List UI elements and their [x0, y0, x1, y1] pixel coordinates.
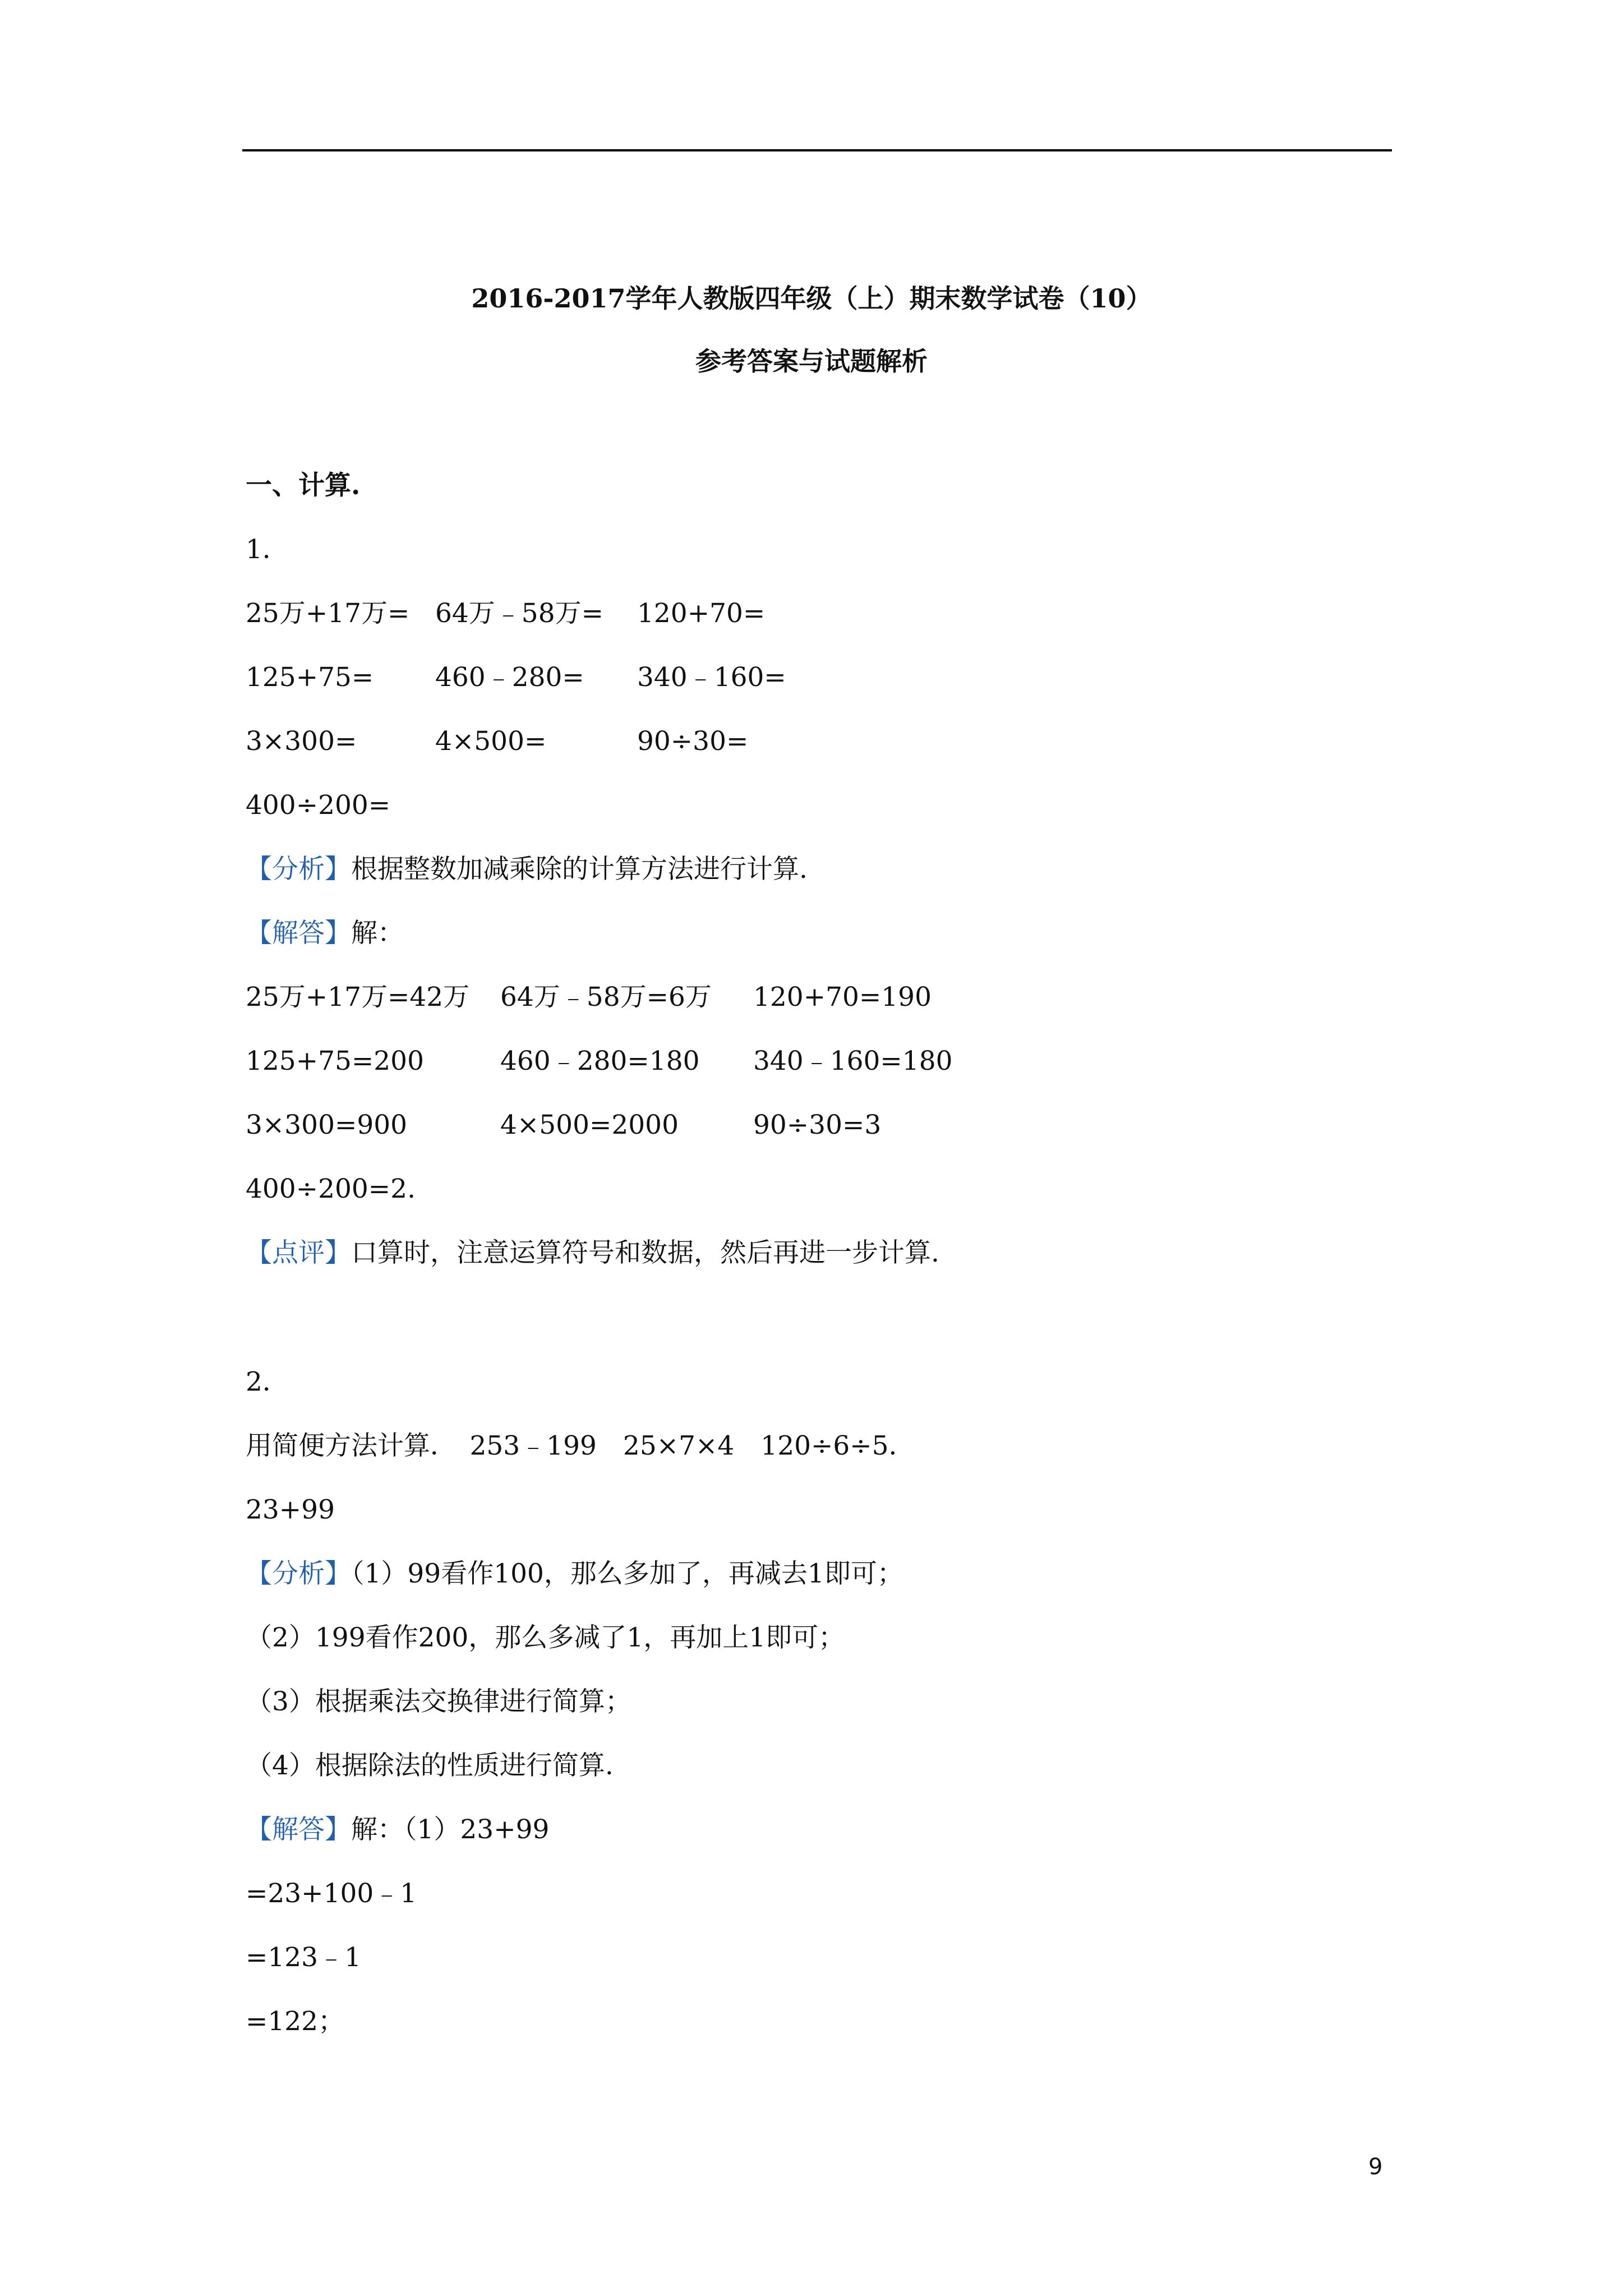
- document-title: 2016-2017学年人教版四年级（上）期末数学试卷（10）: [471, 283, 1152, 314]
- answer-cell: 125+75=200: [246, 1046, 424, 1076]
- q1-comment: [246, 1236, 939, 1270]
- problem-cell: 4×500=: [435, 726, 547, 757]
- answer-text: 解：（1）23+99: [351, 1814, 550, 1845]
- analysis-line: （4）根据除法的性质进行简算.: [246, 1750, 614, 1781]
- answer-step: =123﹣1: [246, 1942, 361, 1973]
- comment-text: 口算时，注意运算符号和数据，然后再进一步计算.: [351, 1237, 939, 1268]
- analysis-line: （3）根据乘法交换律进行简算；: [246, 1686, 631, 1717]
- section-heading: 一、计算.: [246, 470, 361, 501]
- question-number: 1．: [246, 534, 289, 565]
- answer-tag: 【解答】: [246, 1814, 351, 1845]
- q2-answer: [246, 1813, 549, 1847]
- problem-cell: 3×300=: [246, 726, 357, 757]
- answer-cell: 120+70=190: [753, 982, 932, 1013]
- answer-cell: 340﹣160=180: [753, 1046, 953, 1076]
- q2-prompt-line2: 23+99: [246, 1494, 335, 1525]
- answer-cell: 90÷30=3: [753, 1110, 882, 1140]
- answer-step: =122；: [246, 2006, 345, 2037]
- answer-tag: 【解答】: [246, 918, 351, 949]
- header-rule: [242, 149, 1392, 151]
- q2-prompt: 用简便方法计算． 253﹣199 25×7×4 120÷6÷5．: [246, 1430, 915, 1461]
- problem-cell: 120+70=: [637, 598, 766, 629]
- analysis-line: （2）199看作200，那么多减了1，再加上1即可；: [246, 1622, 845, 1653]
- document-subtitle: 参考答案与试题解析: [695, 346, 928, 376]
- q2-analysis: [246, 1557, 903, 1591]
- analysis-text: 根据整数加减乘除的计算方法进行计算.: [351, 854, 808, 885]
- problem-cell: 90÷30=: [637, 726, 749, 757]
- problem-cell: 460﹣280=: [435, 662, 584, 693]
- answer-step: =23+100﹣1: [246, 1878, 417, 1909]
- analysis-tag: 【分析】: [246, 1558, 351, 1589]
- analysis-tag: 【分析】: [246, 854, 351, 885]
- answer-cell: 3×300=900: [246, 1110, 408, 1140]
- problem-cell: 64万﹣58万=: [435, 598, 603, 629]
- problem-cell: 340﹣160=: [637, 662, 786, 693]
- analysis-text: （1）99看作100，那么多加了，再减去1即可；: [351, 1558, 903, 1589]
- problem-cell: 400÷200=: [246, 790, 391, 821]
- answer-cell: 25万+17万=42万: [246, 982, 470, 1013]
- q1-answer-intro: [246, 917, 404, 950]
- problem-cell: 25万+17万=: [246, 598, 410, 629]
- answer-cell: 64万﹣58万=6万: [500, 982, 712, 1013]
- answer-cell: 400÷200=2.: [246, 1174, 416, 1204]
- q1-analysis: [246, 853, 808, 886]
- answer-intro-text: 解：: [351, 918, 404, 949]
- problem-cell: 125+75=: [246, 662, 374, 693]
- answer-cell: 4×500=2000: [500, 1110, 679, 1140]
- comment-tag: 【点评】: [246, 1237, 351, 1268]
- question-number: 2．: [246, 1366, 289, 1397]
- answer-cell: 460﹣280=180: [500, 1046, 700, 1076]
- page-number: 9: [1368, 2154, 1383, 2180]
